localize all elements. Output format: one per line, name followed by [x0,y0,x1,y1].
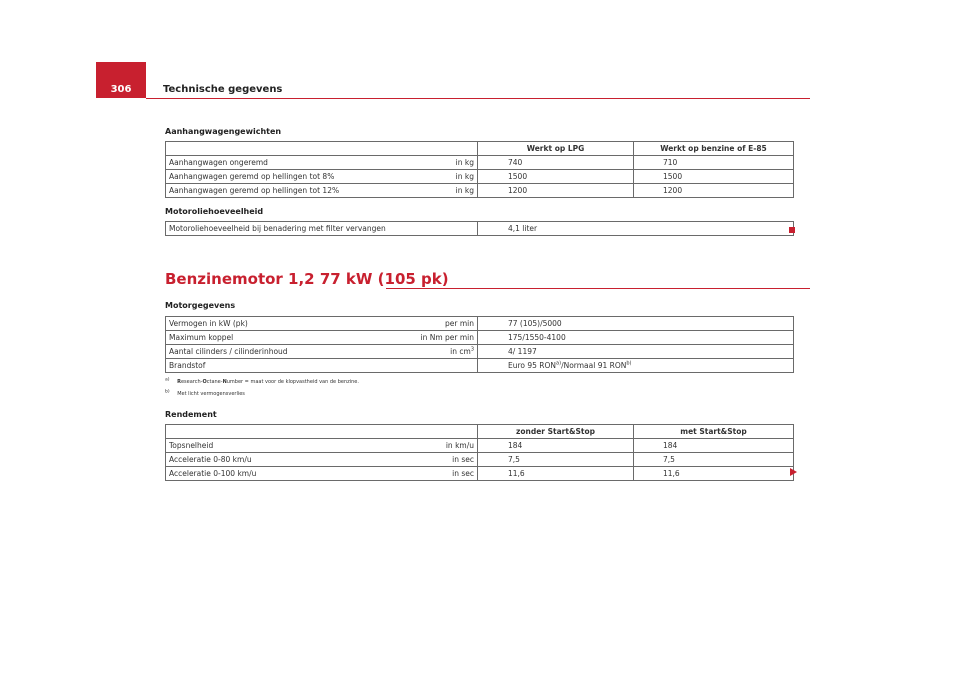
footnote-mark: b) [165,389,170,395]
header-divider [146,98,810,99]
footnote-initial-r: R [177,379,181,385]
table-row [166,184,794,198]
lpg-value: 1500 [478,170,634,184]
footnote-initial-n: N [222,379,227,385]
footnote-text-part: esearch- [180,379,203,385]
row-value: 77 (105)/5000 [478,317,794,331]
row-unit: in kg [415,170,478,184]
oil-heading: Motoroliehoeveelheid [165,207,264,216]
table-row [166,156,794,170]
oil-value: 4,1 liter [478,222,794,236]
column-header: zonder Start&Stop [478,425,634,439]
row-label: Maximum koppel [166,331,415,345]
performance-heading: Rendement [165,410,217,419]
table-row [166,331,794,345]
row-unit: in km/u [415,439,478,453]
column-header: met Start&Stop [634,425,794,439]
row-unit [415,345,478,359]
with-start-stop-value: 7,5 [634,453,794,467]
row-unit: in kg [415,156,478,170]
row-label: Motoroliehoeveelheid bij benadering met filter vervangen [166,222,478,236]
row-unit: in Nm per min [415,331,478,345]
footnote-ref-b: b) [626,360,632,366]
engine-heading: Motorgegevens [165,301,236,310]
row-label: Aanhangwagen ongeremd [166,156,415,170]
table-row [166,439,794,453]
row-label: Acceleratie 0-80 km/u [166,453,415,467]
with-start-stop-value: 184 [634,439,794,453]
row-value [478,359,794,373]
without-start-stop-value: 11,6 [478,467,634,481]
footnote-b [165,391,245,397]
trailer-weights-table [165,141,794,198]
oil-table [165,221,794,236]
footnote-text-part: umber = maat voor de klopvastheid van de benzine. [226,379,359,385]
section-title-rule [386,288,810,289]
table-row [166,359,794,373]
footnote-text: Met licht vermogensverlies [177,391,245,397]
table-row [166,317,794,331]
row-label: Brandstof [166,359,415,373]
table-row [166,170,794,184]
unit-superscript: 3 [470,346,474,352]
row-unit: per min [415,317,478,331]
footnote-a [165,379,359,385]
footnote-initial-o: O [202,379,207,385]
page-header-title: Technische gegevens [163,84,283,95]
trailer-weights-heading: Aanhangwagengewichten [165,127,282,136]
column-header: Werkt op LPG [478,142,634,156]
footnote-ref-a: a) [556,360,562,366]
row-label: Acceleratie 0-100 km/u [166,467,415,481]
row-label: Vermogen in kW (pk) [166,317,415,331]
fuel-value-a: Euro 95 RON [508,360,557,370]
table-header-row [166,425,794,439]
row-unit: in sec [415,453,478,467]
row-unit [415,359,478,373]
footnote-text-part: ctane- [206,379,223,385]
table-row [166,222,794,236]
next-page-arrow-icon[interactable] [790,468,797,476]
benzine-value: 1500 [634,170,794,184]
row-label: Aanhangwagen geremd op hellingen tot 8% [166,170,415,184]
table-header-row [166,142,794,156]
row-value: 4/ 1197 [478,345,794,359]
table-row [166,467,794,481]
section-title: Benzinemotor 1,2 77 kW (105 pk) [165,270,449,288]
row-label: Topsnelheid [166,439,415,453]
unit-text: in cm [450,346,471,356]
benzine-value: 710 [634,156,794,170]
row-unit: in sec [415,467,478,481]
row-label: Aanhangwagen geremd op hellingen tot 12% [166,184,415,198]
footnote-mark: a) [165,377,170,383]
lpg-value: 740 [478,156,634,170]
fuel-value-b: /Normaal 91 RON [561,360,627,370]
with-start-stop-value: 11,6 [634,467,794,481]
row-value: 175/1550-4100 [478,331,794,345]
square-end-marker-icon [789,227,795,233]
lpg-value: 1200 [478,184,634,198]
page-number: 306 [110,84,132,95]
row-label: Aantal cilinders / cilinderinhoud [166,345,415,359]
table-row [166,345,794,359]
row-unit: in kg [415,184,478,198]
column-header: Werkt op benzine of E-85 [634,142,794,156]
benzine-value: 1200 [634,184,794,198]
performance-table [165,424,794,481]
table-row [166,453,794,467]
without-start-stop-value: 184 [478,439,634,453]
without-start-stop-value: 7,5 [478,453,634,467]
engine-table [165,316,794,373]
